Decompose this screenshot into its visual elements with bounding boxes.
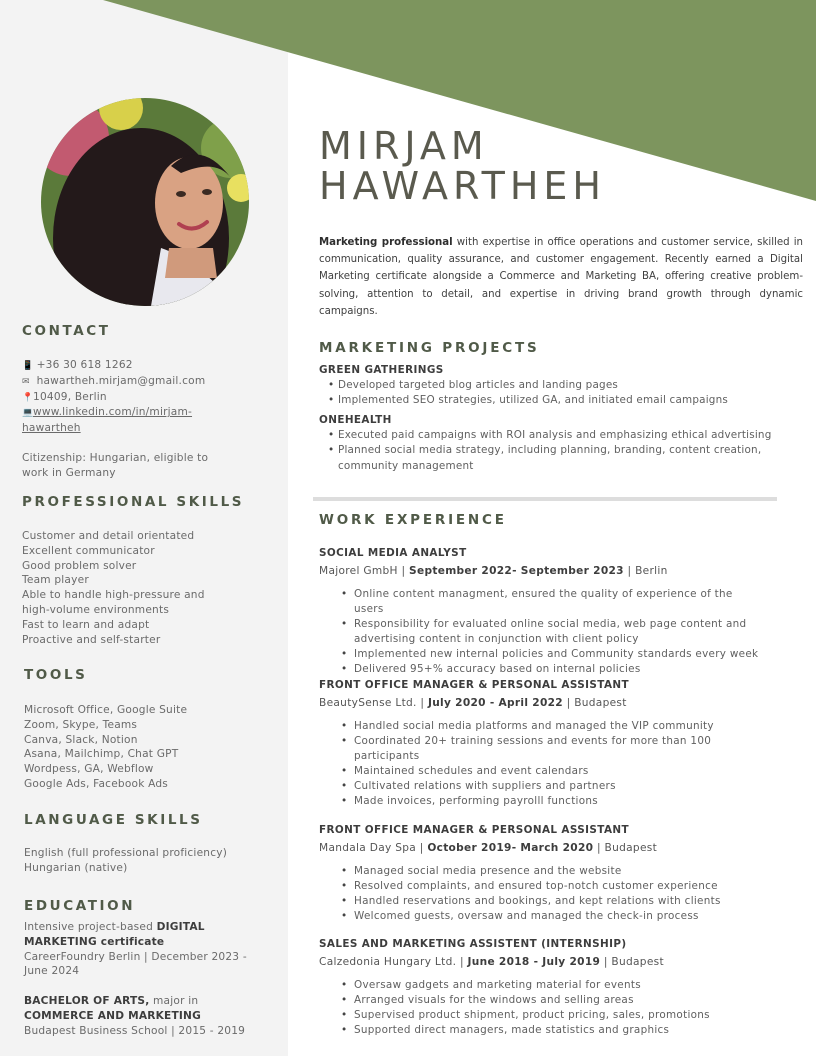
languages-heading: LANGUAGE SKILLS — [24, 812, 203, 828]
job-bullets — [319, 864, 779, 924]
list-item: • Resolved complaints, and ensured top-notch customer experience — [319, 879, 779, 894]
email-address: hawartheh.mirjam@gmail.com — [36, 374, 206, 387]
project-title: GREEN GATHERINGS — [319, 364, 444, 376]
summary-text: with expertise in office operations and customer service, skilled in communication, quality assurance, and customer engagement. Recently earned a Digital Marketing certificate alongside a Commerce and Marketing BA, offering creative problem-solving, attention to detail, and expertise in driving brand growth through dynamic campaigns. — [319, 237, 803, 317]
citizenship-line-1: Citizenship: Hungarian, eligible to — [22, 451, 209, 464]
tool-item: Zoom, Skype, Teams — [24, 718, 138, 731]
language-item: Hungarian (native) — [24, 861, 128, 874]
education-2-line-2: COMMERCE AND MARKETING — [24, 1009, 201, 1022]
languages-list — [24, 846, 264, 876]
skill-item: Customer and detail orientated — [22, 530, 195, 542]
education-1-line-4: June 2024 — [24, 965, 80, 978]
tools-list — [24, 703, 264, 792]
job-bullets — [319, 719, 739, 809]
list-item: • Online content managment, ensured the quality of experience of the users — [319, 587, 759, 617]
map-pin-icon: 📍 — [22, 392, 34, 403]
email-line — [22, 374, 262, 390]
tool-item: Canva, Slack, Notion — [24, 733, 138, 746]
contact-heading: CONTACT — [22, 323, 111, 339]
list-item: • Implemented new internal policies and Community standards every week — [319, 647, 759, 662]
education-1-line-1: Intensive project-based DIGITAL — [24, 921, 205, 933]
list-item: • Delivered 95+% accuracy based on internal policies — [319, 662, 759, 677]
education-heading: EDUCATION — [24, 898, 136, 914]
list-item: • Made invoices, performing payrolll functions — [319, 794, 739, 809]
linkedin-link-cont[interactable]: hawartheh — [22, 422, 81, 435]
skill-item: Proactive and self-starter — [22, 633, 161, 646]
list-item: • Coordinated 20+ training sessions and events for more than 100 participants — [319, 734, 739, 764]
job-meta: Mandala Day Spa | October 2019- March 2020 | Budapest — [319, 842, 658, 854]
project-bullets — [319, 428, 779, 474]
skill-item: high-volume environments — [22, 603, 170, 616]
phone-icon: 📱 — [22, 361, 34, 371]
skill-item: Good problem solver — [22, 559, 137, 572]
job-entry — [319, 678, 789, 809]
list-item: • Arranged visuals for the windows and selling areas — [319, 993, 759, 1008]
list-item: • Planned social media strategy, including planning, branding, content creation, community management — [319, 443, 779, 474]
tool-item: Microsoft Office, Google Suite — [24, 704, 188, 716]
education-1-line-3: CareerFoundry Berlin | December 2023 - — [24, 950, 247, 963]
project-bullets — [319, 378, 789, 409]
project-title: ONEHEALTH — [319, 413, 392, 426]
list-item: • Handled social media platforms and managed the VIP community — [319, 719, 739, 734]
job-meta: Majorel GmbH | September 2022- September 2023 | Berlin — [319, 565, 668, 577]
projects-block — [319, 364, 789, 474]
candidate-name — [319, 126, 606, 206]
job-meta: BeautySense Ltd. | July 2020 - April 2022 | Budapest — [319, 697, 627, 709]
laptop-icon: 💻 — [22, 408, 34, 419]
education-2-line-3: Budapest Business School | 2015 - 2019 — [24, 1024, 246, 1037]
summary-bold: Marketing professional — [319, 237, 453, 248]
linkedin-link[interactable]: www.linkedin.com/in/mirjam- — [33, 406, 193, 419]
skills-list — [22, 529, 262, 647]
job-entry — [319, 546, 789, 677]
tool-item: Asana, Mailchimp, Chat GPT — [24, 748, 179, 761]
work-heading: WORK EXPERIENCE — [319, 512, 507, 528]
profile-summary — [319, 234, 803, 320]
job-title: SOCIAL MEDIA ANALYST — [319, 547, 467, 559]
job-title: SALES AND MARKETING ASSISTENT (INTERNSHIP) — [319, 938, 627, 950]
skills-heading: PROFESSIONAL SKILLS — [22, 494, 245, 510]
envelope-icon: ✉ — [22, 376, 30, 387]
list-item: • Handled reservations and bookings, and kept relations with clients — [319, 894, 779, 909]
location-text: 10409, Berlin — [33, 390, 107, 403]
list-item: • Welcomed guests, oversaw and managed the check-in process — [319, 909, 779, 924]
linkedin-line[interactable] — [22, 405, 262, 421]
phone-number: +36 30 618 1262 — [36, 359, 133, 371]
education-block — [24, 920, 264, 1038]
list-item: • Managed social media presence and the website — [319, 864, 779, 879]
contact-block — [22, 358, 262, 480]
job-title: FRONT OFFICE MANAGER & PERSONAL ASSISTANT — [319, 679, 630, 691]
section-divider — [313, 497, 777, 501]
skill-item: Excellent communicator — [22, 544, 155, 557]
tool-item: Wordpess, GA, Webflow — [24, 763, 154, 776]
first-name: MIRJAM — [319, 124, 489, 168]
list-item: • Maintained schedules and event calendars — [319, 764, 739, 779]
last-name: HAWARTHEH — [319, 164, 606, 208]
language-item: English (full professional proficiency) — [24, 847, 228, 859]
job-bullets — [319, 587, 759, 677]
education-2-line-1: BACHELOR OF ARTS, major in — [24, 994, 199, 1007]
tools-heading: TOOLS — [24, 667, 88, 683]
projects-heading: MARKETING PROJECTS — [319, 340, 540, 356]
phone-line — [22, 358, 262, 374]
list-item: • Executed paid campaigns with ROI analysis and emphasizing ethical advertising — [319, 428, 779, 443]
location-line — [22, 390, 262, 406]
list-item: • Responsibility for evaluated online social media, web page content and advertising content in conjunction with client policy — [319, 617, 759, 647]
skill-item: Fast to learn and adapt — [22, 618, 150, 631]
job-bullets — [319, 978, 759, 1038]
list-item: • Cultivated relations with suppliers and partners — [319, 779, 739, 794]
education-1-line-2: MARKETING certificate — [24, 935, 165, 948]
tool-item: Google Ads, Facebook Ads — [24, 777, 169, 790]
list-item: • Implemented SEO strategies, utilized GA, and initiated email campaigns — [319, 393, 789, 408]
profile-photo — [41, 98, 249, 306]
job-meta: Calzedonia Hungary Ltd. | June 2018 - July 2019 | Budapest — [319, 956, 664, 968]
job-entry — [319, 823, 789, 924]
skill-item: Team player — [22, 574, 89, 587]
job-title: FRONT OFFICE MANAGER & PERSONAL ASSISTANT — [319, 824, 630, 836]
job-entry — [319, 937, 789, 1038]
citizenship-line-2: work in Germany — [22, 466, 116, 479]
list-item: • Supervised product shipment, product pricing, sales, promotions — [319, 1008, 759, 1023]
list-item: • Developed targeted blog articles and landing pages — [319, 378, 789, 393]
list-item: • Oversaw gadgets and marketing material for events — [319, 978, 759, 993]
list-item: • Supported direct managers, made statistics and graphics — [319, 1023, 759, 1038]
skill-item: Able to handle high-pressure and — [22, 589, 205, 602]
